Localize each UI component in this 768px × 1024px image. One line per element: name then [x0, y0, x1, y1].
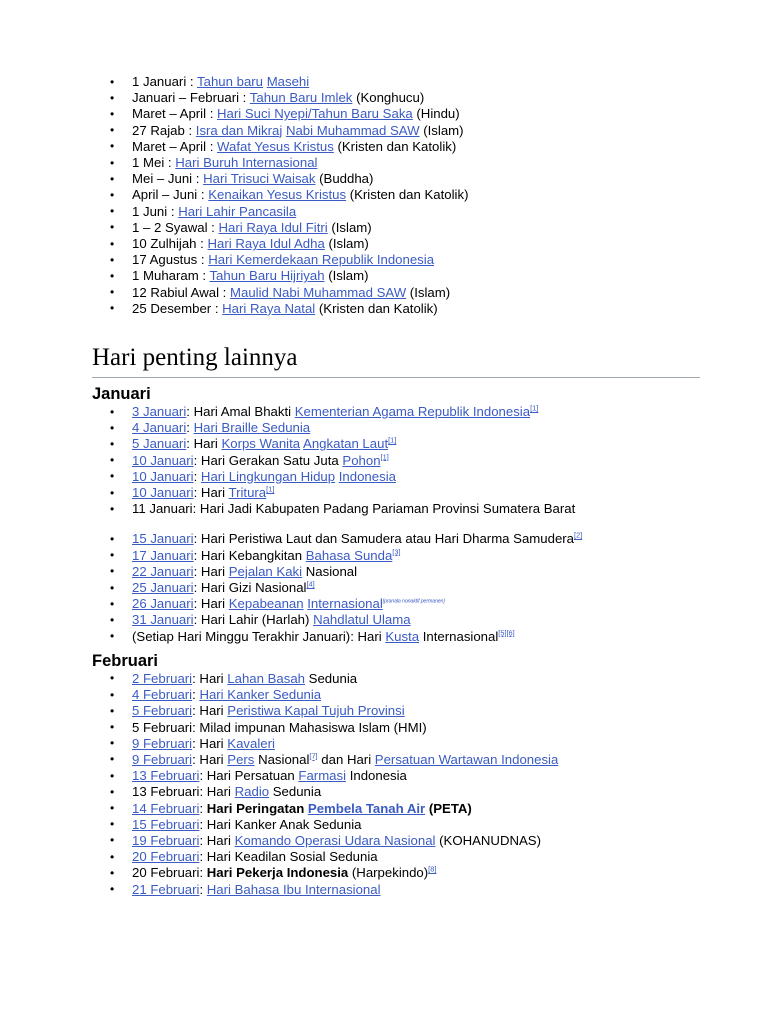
text-span: : — [199, 881, 207, 897]
date-link[interactable]: 10 Januari — [132, 485, 194, 501]
list-item — [92, 580, 700, 596]
date-label: 13 Februari — [132, 784, 200, 800]
text-span: (Harpekindo) — [348, 865, 429, 881]
list-item — [92, 531, 700, 547]
list-item — [92, 139, 700, 155]
list-item — [92, 865, 700, 881]
list-item — [92, 204, 700, 220]
list-item — [92, 720, 700, 736]
list-item — [92, 784, 700, 800]
text-span: : Hari Gizi Nasional — [193, 580, 307, 596]
text-span: : Hari Persatuan — [199, 768, 299, 784]
text-span: Sedunia — [269, 784, 322, 800]
text-span: Hari Peringatan — [206, 800, 308, 816]
wiki-link[interactable]: Peristiwa Kapal Tujuh Provinsi — [227, 703, 405, 719]
date-link[interactable]: 19 Februari — [132, 832, 200, 848]
date-label: Januari – Februari : — [132, 90, 250, 106]
text-span: (Hindu) — [412, 106, 460, 122]
text-span: : — [193, 468, 201, 484]
wiki-link[interactable]: Angkatan Laut — [303, 436, 389, 452]
date-link[interactable]: 10 Januari — [132, 452, 194, 468]
wiki-link[interactable]: Kusta — [385, 628, 420, 644]
wiki-link[interactable]: Wafat Yesus Kristus — [217, 138, 334, 154]
citation-marker[interactable]: [1] — [380, 452, 389, 462]
text-span: (Buddha) — [315, 171, 374, 187]
citation-marker[interactable]: [3] — [392, 547, 401, 557]
list-item — [92, 301, 700, 317]
text-span: (PETA) — [425, 800, 472, 816]
wiki-link[interactable]: Hari Suci Nyepi/Tahun Baru Saka — [217, 106, 413, 122]
text-span: Hari Pekerja Indonesia — [206, 865, 349, 881]
wiki-link[interactable]: Lahan Basah — [227, 670, 306, 686]
text-span: Nasional — [302, 563, 358, 579]
list-item — [92, 629, 700, 645]
date-label: 20 Februari — [132, 865, 200, 881]
citation-marker[interactable]: [1] — [530, 403, 539, 413]
citation-marker[interactable]: [7] — [309, 751, 318, 761]
date-link[interactable]: 9 Februari — [132, 735, 193, 751]
list-item — [92, 687, 700, 703]
section-heading-februari: Februari — [92, 651, 159, 670]
citation-marker[interactable]: [8] — [428, 864, 437, 874]
wiki-link[interactable]: Hari Braille Sedunia — [193, 420, 311, 436]
wiki-link[interactable]: Tahun Baru Imlek — [249, 90, 353, 106]
text-span: (Konghucu) — [352, 90, 425, 106]
list-item — [92, 285, 700, 301]
date-link[interactable]: 3 Januari — [132, 404, 187, 420]
list-item — [92, 123, 700, 139]
section-heading-januari: Januari — [92, 385, 151, 404]
date-link[interactable]: 21 Februari — [132, 881, 200, 897]
citation-marker[interactable]: [1] — [266, 484, 275, 494]
januari-list-group-1 — [92, 404, 700, 517]
list-item — [92, 187, 700, 203]
wiki-link[interactable]: Tahun baru — [197, 74, 264, 89]
text-span: : — [192, 687, 200, 703]
list-item — [92, 485, 700, 501]
wiki-link[interactable]: Pers — [227, 751, 255, 767]
wiki-link[interactable]: Tritura — [228, 485, 267, 501]
wiki-link[interactable]: Isra dan Mikraj — [195, 122, 283, 138]
date-link[interactable]: 15 Februari — [132, 816, 200, 832]
date-link[interactable]: 2 Februari — [132, 670, 193, 686]
text-span: : Hari — [193, 485, 229, 501]
citation-marker[interactable]: [4] — [306, 579, 315, 589]
date-link[interactable]: 9 Februari — [132, 751, 193, 767]
text-span: : Hari Kebangkitan — [193, 547, 306, 563]
wiki-link[interactable]: Hari Lahir Pancasila — [178, 203, 297, 219]
wiki-link[interactable]: Pohon — [342, 452, 381, 468]
list-item — [92, 420, 700, 436]
wiki-link[interactable]: Kavaleri — [227, 735, 275, 751]
list-item — [92, 548, 700, 564]
list-item — [92, 469, 700, 485]
date-link[interactable]: 10 Januari — [132, 468, 194, 484]
date-link[interactable]: 4 Februari — [132, 687, 193, 703]
wiki-link[interactable]: Hari Raya Natal — [222, 300, 316, 316]
wiki-link[interactable]: Nahdlatul Ulama — [313, 612, 411, 628]
date-label: 1 Muharam : — [132, 268, 210, 284]
wiki-link[interactable]: Hari Trisuci Waisak — [203, 171, 316, 187]
wiki-link[interactable]: Pejalan Kaki — [228, 563, 303, 579]
text-span: : Hari — [350, 628, 386, 644]
text-span: : Hari — [199, 832, 235, 848]
list-item — [92, 90, 700, 106]
text-span: Sedunia — [305, 670, 358, 686]
date-link[interactable]: 14 Februari — [132, 800, 200, 816]
date-label: 1 Januari : — [132, 74, 198, 89]
date-label: 12 Rabiul Awal : — [132, 284, 230, 300]
text-span: : Hari — [192, 751, 228, 767]
list-item — [92, 74, 700, 90]
list-item — [92, 736, 700, 752]
wiki-link[interactable]: Persatuan Wartawan Indonesia — [374, 751, 559, 767]
list-item — [92, 268, 700, 284]
wiki-link[interactable]: Hari Buruh Internasional — [175, 155, 318, 171]
citation-marker[interactable]: [5][6] — [498, 628, 515, 638]
wiki-link[interactable]: Radio — [234, 784, 270, 800]
date-link[interactable]: 15 Januari — [132, 531, 194, 547]
list-item — [92, 817, 700, 833]
wiki-link[interactable]: Masehi — [266, 74, 310, 89]
text-span: : — [186, 420, 194, 436]
januari-list-group-2 — [92, 531, 700, 644]
wiki-link[interactable]: Farmasi — [298, 768, 347, 784]
list-item — [92, 501, 700, 517]
list-item — [92, 453, 700, 469]
list-item — [92, 849, 700, 865]
wiki-link[interactable]: Bahasa Sunda — [305, 547, 393, 563]
text-span: (Kristen dan Katolik) — [333, 138, 457, 154]
wiki-link[interactable]: Tahun Baru Hijriyah — [209, 268, 325, 284]
date-link[interactable]: 5 Februari — [132, 703, 193, 719]
national-holidays-list — [92, 74, 700, 317]
wiki-link[interactable]: Hari Kanker Sedunia — [199, 687, 322, 703]
date-link[interactable]: 22 Januari — [132, 563, 194, 579]
date-link[interactable]: 17 Januari — [132, 547, 194, 563]
text-span: (Islam) — [406, 284, 451, 300]
text-span: Internasional — [419, 628, 499, 644]
text-span: : Hari Lahir (Harlah) — [193, 612, 314, 628]
list-item — [92, 171, 700, 187]
citation-marker[interactable]: [1] — [388, 436, 397, 446]
date-label: 1 – 2 Syawal : — [132, 219, 219, 235]
text-span: Nasional — [254, 751, 310, 767]
date-link[interactable]: 4 Januari — [132, 420, 187, 436]
list-item — [92, 236, 700, 252]
date-label: 17 Agustus : — [132, 252, 209, 268]
text-span: : Hari Jadi Kabupaten Padang Pariaman Provinsi Sumatera Barat — [192, 501, 576, 517]
list-item — [92, 404, 700, 420]
list-item — [92, 436, 700, 452]
text-span: : Hari Peristiwa Laut dan Samudera atau Hari Dharma Samudera — [193, 531, 575, 547]
text-span: (Islam) — [324, 268, 369, 284]
date-label: 27 Rajab : — [132, 122, 196, 138]
text-span: : Hari Kanker Anak Sedunia — [199, 816, 362, 832]
wiki-link[interactable]: Indonesia — [338, 468, 396, 484]
list-item — [92, 155, 700, 171]
list-item — [92, 833, 700, 849]
list-item — [92, 752, 700, 768]
text-span: Indonesia — [346, 768, 407, 784]
date-link[interactable]: 20 Februari — [132, 849, 200, 865]
text-span: : Hari — [199, 784, 235, 800]
date-label: Mei – Juni : — [132, 171, 204, 187]
text-span: (Kristen dan Katolik) — [315, 300, 438, 316]
wiki-link[interactable]: Hari Lingkungan Hidup — [200, 468, 336, 484]
date-label: (Setiap Hari Minggu Terakhir Januari) — [132, 628, 351, 644]
wiki-link[interactable]: Kenaikan Yesus Kristus — [208, 187, 347, 203]
text-span: : Hari — [193, 596, 229, 612]
text-span: : Hari Keadilan Sosial Sedunia — [199, 849, 378, 865]
list-item — [92, 703, 700, 719]
wiki-link[interactable]: Hari Kemerdekaan Republik Indonesia — [208, 252, 435, 268]
date-label: Maret – April : — [132, 138, 218, 154]
citation-marker[interactable]: [2] — [574, 531, 583, 541]
wiki-link[interactable]: Kementerian Agama Republik Indonesia — [294, 404, 531, 420]
date-label: 10 Zulhijah : — [132, 236, 208, 252]
date-link[interactable]: 31 Januari — [132, 612, 194, 628]
date-link[interactable]: 13 Februari — [132, 768, 200, 784]
list-item — [92, 220, 700, 236]
list-item — [92, 596, 700, 612]
list-item — [92, 106, 700, 122]
wiki-link[interactable]: Kepabeanan — [228, 596, 304, 612]
date-label: 25 Desember : — [132, 300, 223, 316]
text-span: : Hari — [192, 670, 228, 686]
list-item — [92, 768, 700, 784]
date-label: Maret – April : — [132, 106, 218, 122]
text-span: (Islam) — [327, 219, 372, 235]
text-span: (Islam) — [419, 122, 464, 138]
page-title: Hari penting lainnya — [92, 343, 700, 378]
wiki-link[interactable]: Hari Bahasa Ibu Internasional — [206, 881, 381, 897]
wiki-link[interactable]: Nabi Muhammad SAW — [285, 122, 420, 138]
wiki-link[interactable]: Korps Wanita — [221, 436, 301, 452]
wiki-link[interactable]: Komando Operasi Udara Nasional — [234, 832, 436, 848]
text-span: : — [199, 800, 207, 816]
text-span: (Islam) — [324, 236, 369, 252]
date-link[interactable]: 5 Januari — [132, 436, 187, 452]
list-item — [92, 612, 700, 628]
dead-link-note: [pranala nonaktif permanen] — [382, 598, 445, 605]
text-span: : Hari Amal Bhakti — [186, 404, 295, 420]
list-item — [92, 882, 700, 898]
text-span: dan Hari — [317, 751, 375, 767]
februari-list — [92, 671, 700, 898]
text-span: (KOHANUDNAS) — [435, 832, 541, 848]
list-item — [92, 252, 700, 268]
wiki-link[interactable]: Hari Raya Idul Adha — [207, 236, 325, 252]
wiki-link[interactable]: Maulid Nabi Muhammad SAW — [230, 284, 407, 300]
text-span: : Hari Gerakan Satu Juta — [193, 452, 343, 468]
text-span: : Milad impunan Mahasiswa Islam (HMI) — [192, 719, 427, 735]
date-label: 5 Februari — [132, 719, 193, 735]
text-span: (Kristen dan Katolik) — [346, 187, 469, 203]
date-label: 1 Juni : — [132, 203, 179, 219]
text-span: : Hari — [192, 735, 228, 751]
date-label: April – Juni : — [132, 187, 209, 203]
list-item — [92, 564, 700, 580]
wiki-link[interactable]: Internasional — [307, 596, 383, 612]
date-label: 11 Januari — [132, 501, 193, 517]
date-label: 1 Mei : — [132, 155, 176, 171]
text-span: : — [199, 865, 207, 881]
date-link[interactable]: 26 Januari — [132, 596, 194, 612]
text-span: : Hari — [193, 563, 229, 579]
list-item — [92, 671, 700, 687]
text-span: : Hari — [192, 703, 228, 719]
list-item — [92, 801, 700, 817]
date-link[interactable]: 25 Januari — [132, 580, 194, 596]
text-span: : Hari — [186, 436, 222, 452]
wiki-link[interactable]: Hari Raya Idul Fitri — [218, 219, 328, 235]
wiki-link[interactable]: Pembela Tanah Air — [307, 800, 426, 816]
